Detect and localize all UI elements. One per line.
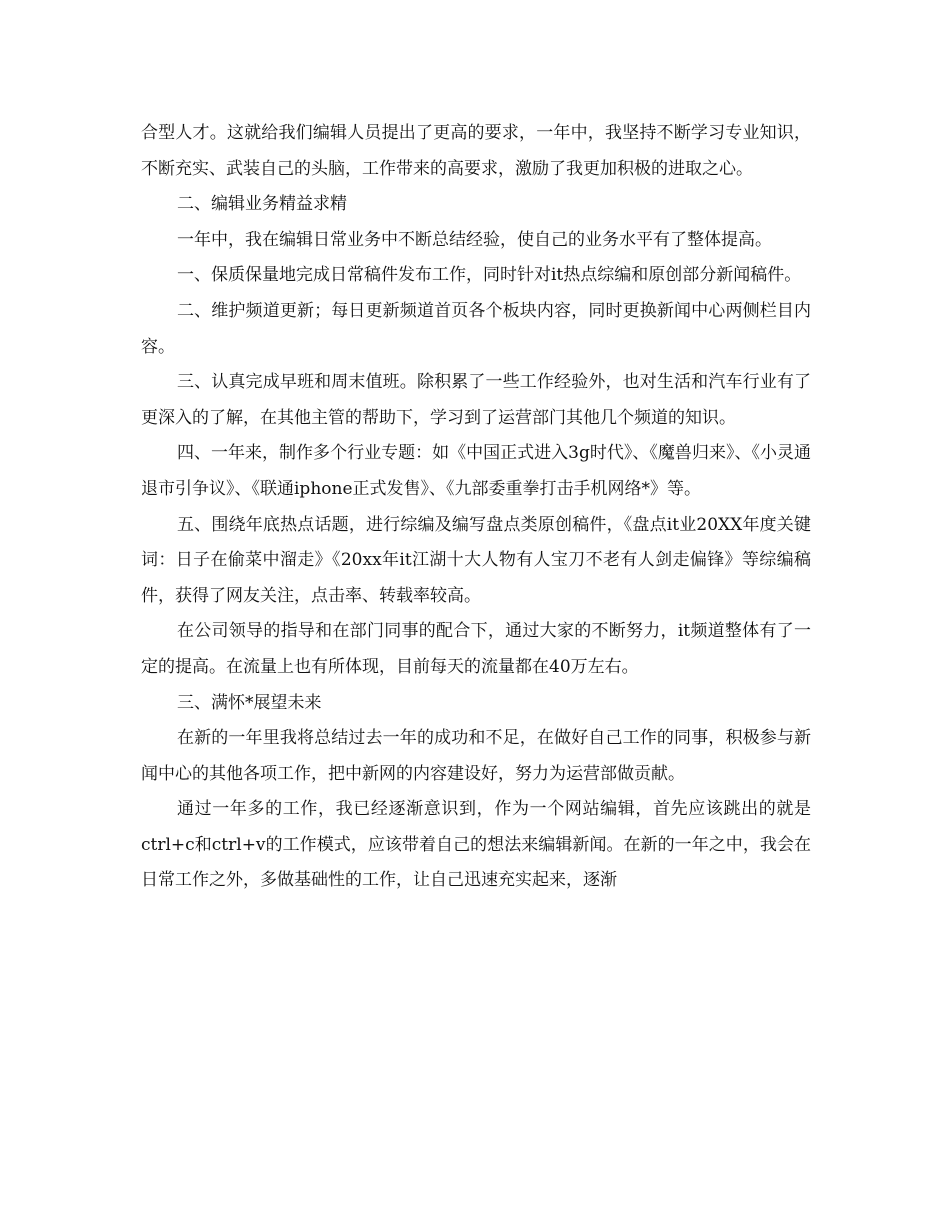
- list-item-2: 二、维护频道更新；每日更新频道首页各个板块内容，同时更换新闻中心两侧栏目内容。: [141, 300, 811, 357]
- paragraph-3: 一年中，我在编辑日常业务中不断总结经验，使自己的业务水平有了整体提高。: [177, 229, 772, 250]
- paragraph-11: 在新的一年里我将总结过去一年的成功和不足，在做好自己工作的同事，积极参与新闻中心的其他各项工作，把中新网的内容建设好，努力为运营部做贡献。: [141, 728, 811, 784]
- list-item-4: 四、一年来，制作多个行业专题：如《中国正式进入3g时代》、《魔兽归来》、《小灵通退市引争议》、《联通iphone正式发售》、《九部委重拳打击手机网络*》等。: [141, 443, 811, 499]
- list-item-3: 三、认真完成早班和周末值班。除积累了一些工作经验外，也对生活和汽车行业有了更深入的了解，在其他主管的帮助下，学习到了运营部门其他几个频道的知识。: [141, 372, 811, 428]
- paragraph-1: 合型人才。这就给我们编辑人员提出了更高的要求，一年中，我坚持不断学习专业知识，不断充实、武装自己的头脑，工作带来的高要求，激励了我更加积极的进取之心。: [141, 123, 811, 179]
- section-heading-future: 三、满怀*展望未来: [177, 692, 322, 713]
- section-heading-editing: 二、编辑业务精益求精: [177, 194, 347, 215]
- list-item-5: 五、围绕年底热点话题，进行综编及编写盘点类原创稿件，《盘点it业20XX年度关键词：日子在偷菜中溜走》《20xx年it江湖十大人物有人宝刀不老有人剑走偏锋》等综编稿件，获得了网友关注，点击率、转载率较高。: [141, 514, 811, 606]
- paragraph-12: 通过一年多的工作，我已经逐渐意识到，作为一个网站编辑，首先应该跳出的就是ctrl+c和ctrl+v的工作模式，应该带着自己的想法来编辑新闻。在新的一年之中，我会在日常工作之外，多做基础性的工作，让自己迅速充实起来，逐渐: [141, 799, 811, 891]
- document-body: [141, 116, 811, 899]
- list-item-1: 一、保质保量地完成日常稿件发布工作，同时针对it热点综编和原创部分新闻稿件。: [177, 265, 802, 286]
- paragraph-9: 在公司领导的指导和在部门同事的配合下，通过大家的不断努力，it频道整体有了一定的提高。在流量上也有所体现，目前每天的流量都在40万左右。: [141, 621, 811, 677]
